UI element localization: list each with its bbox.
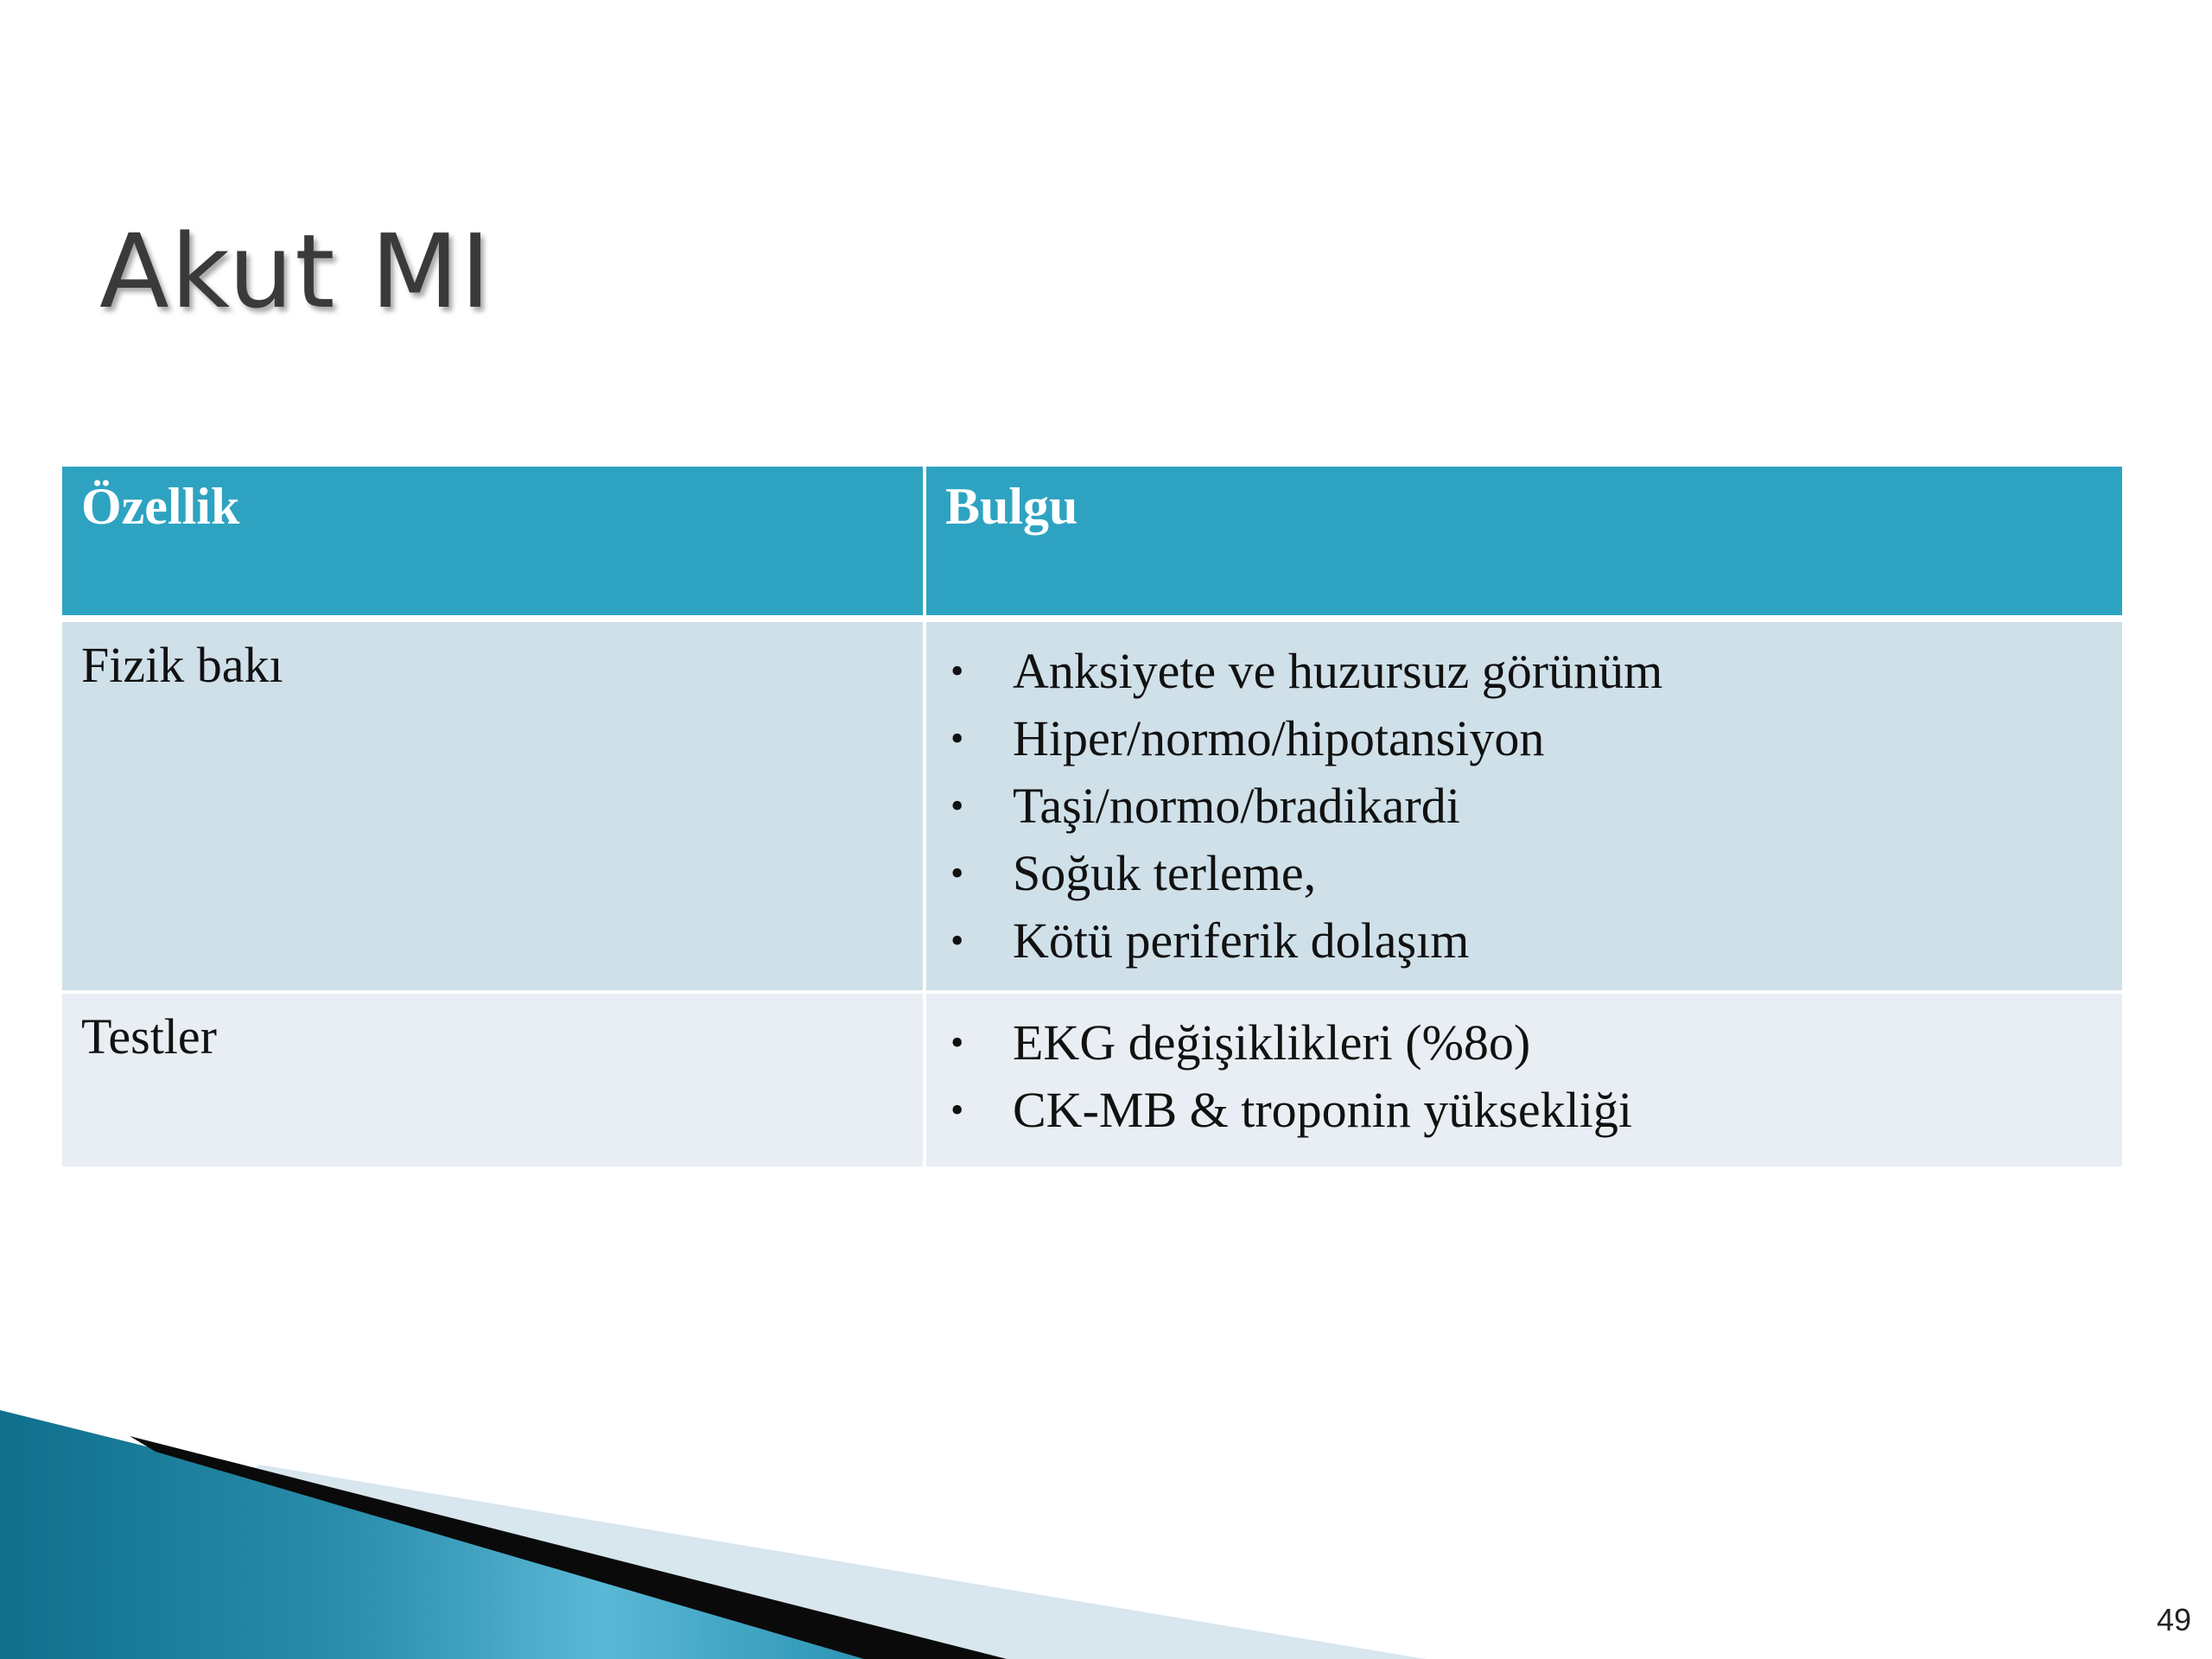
- finding-text: Soğuk terleme,: [1013, 845, 1317, 901]
- finding-text: Kötü periferik dolaşım: [1013, 912, 1470, 969]
- column-header-bulgu: Bulgu: [923, 467, 2122, 615]
- bullet-icon: •: [950, 852, 964, 894]
- finding-text: EKG değişiklikleri (%8o): [1013, 1014, 1531, 1071]
- bullet-icon: •: [950, 717, 964, 760]
- page-number: 49: [2156, 1602, 2191, 1637]
- bullet-icon: •: [950, 1021, 964, 1064]
- finding-text: CK-MB & troponin yüksekliği: [1013, 1082, 1632, 1138]
- finding-text: Anksiyete ve huzursuz görünüm: [1013, 643, 1663, 699]
- bullet-icon: •: [950, 1089, 964, 1131]
- feature-cell: Fizik bakı: [62, 615, 923, 990]
- slide-title: Akut MI: [99, 212, 493, 331]
- column-header-ozellik: Özellik: [62, 467, 923, 615]
- bullet-icon: •: [950, 785, 964, 827]
- bullet-icon: •: [950, 919, 964, 962]
- bullet-icon: •: [950, 650, 964, 692]
- finding-text: Taşi/normo/bradikardi: [1013, 778, 1460, 834]
- feature-cell: Testler: [62, 990, 923, 1166]
- finding-text: Hiper/normo/hipotansiyon: [1013, 710, 1545, 766]
